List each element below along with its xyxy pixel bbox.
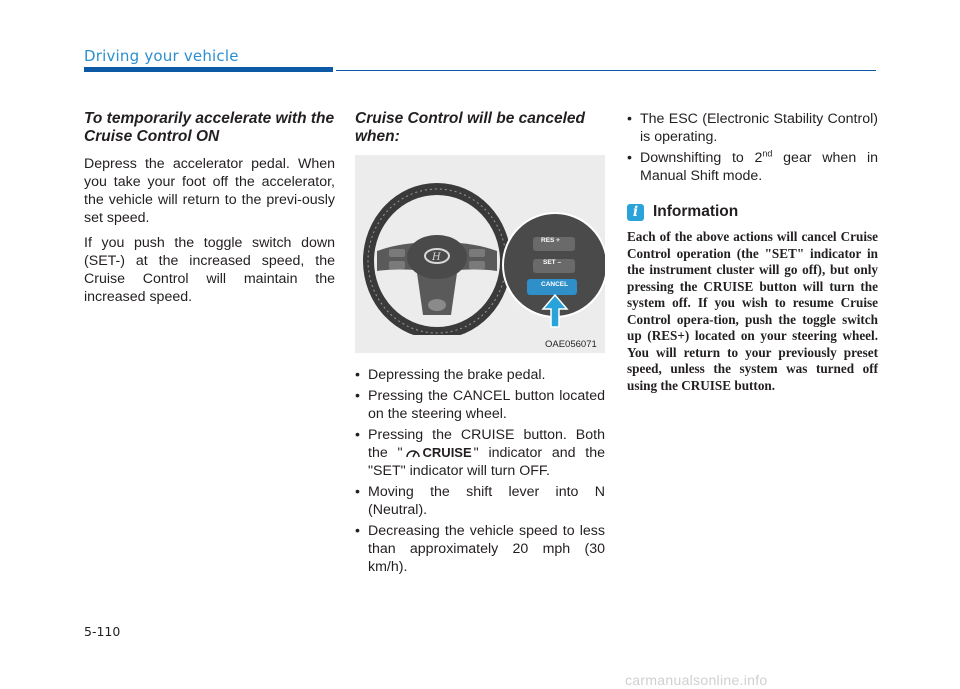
column-middle bbox=[355, 110, 605, 579]
svg-text:H: H bbox=[432, 252, 441, 263]
list-item: • Depressing the brake pedal. bbox=[355, 366, 605, 384]
heading-canceled: Cruise Control will be canceled when: bbox=[355, 110, 585, 145]
column-right bbox=[627, 110, 878, 394]
watermark: carmanualsonline.info bbox=[625, 672, 768, 688]
list-item bbox=[355, 426, 605, 480]
cruise-text-post: " indicator and the "SET" indicator will turn OFF. bbox=[368, 445, 605, 480]
paragraph-accelerate-2: If you push the toggle switch down (SET-) at the increased speed, the Cruise Control will maintain the increased speed. bbox=[84, 235, 335, 305]
list-item: • Decreasing the vehicle speed to less than approximately 20 mph (30 km/h). bbox=[355, 522, 605, 576]
figure-code: OAE056071 bbox=[545, 339, 597, 350]
information-header bbox=[627, 203, 878, 221]
information-title: Information bbox=[653, 203, 739, 220]
heading-accelerate: To temporarily accelerate with the Cruise Control ON bbox=[84, 110, 335, 145]
downshift-text-post: gear when in Manual Shift mode. bbox=[640, 150, 878, 184]
paragraph-accelerate-1: Depress the accelerator pedal. When you take your foot off the accelerator, the vehicle will return to the previ-ously set speed. bbox=[84, 156, 335, 226]
page-number: 5-110 bbox=[84, 624, 121, 639]
cruise-indicator-label: CRUISE bbox=[422, 445, 472, 461]
section-title: Driving your vehicle bbox=[84, 47, 239, 65]
label-res: RES + bbox=[541, 237, 560, 244]
cruise-indicator bbox=[405, 444, 472, 462]
cancel-conditions-list bbox=[355, 366, 605, 576]
downshift-text-pre: Downshifting to 2 bbox=[640, 150, 763, 166]
steering-wheel-figure bbox=[355, 155, 605, 353]
list-item bbox=[627, 149, 878, 185]
steering-wheel-illustration bbox=[355, 155, 605, 353]
cancel-conditions-list-continued bbox=[627, 110, 878, 185]
header-rule-thick bbox=[84, 67, 333, 72]
information-text: Each of the above actions will cancel Cruise Control operation (the "SET" indicator in the instrument cluster will go off), but only pressing the CRUISE button will turn the system off. If you wish to resume Cruise Control opera-tion, push the toggle switch up (RES+) located on your steering wheel. You will return to your previously preset speed, unless the system was turned off using the CRUISE button. bbox=[627, 229, 878, 393]
speedometer-icon bbox=[405, 446, 421, 460]
list-item: • Moving the shift lever into N (Neutral). bbox=[355, 483, 605, 519]
cruise-text-pre: Pressing the CRUISE button. Both the " bbox=[368, 427, 605, 461]
label-cancel: CANCEL bbox=[541, 281, 569, 288]
header-rule-thin bbox=[336, 70, 876, 71]
column-left bbox=[84, 110, 335, 313]
information-icon: i bbox=[627, 204, 644, 221]
list-item: • Pressing the CANCEL button located on the steering wheel. bbox=[355, 387, 605, 423]
label-set: SET – bbox=[543, 259, 562, 266]
list-item: • The ESC (Electronic Stability Control) is operating. bbox=[627, 110, 878, 146]
downshift-superscript: nd bbox=[762, 148, 773, 159]
